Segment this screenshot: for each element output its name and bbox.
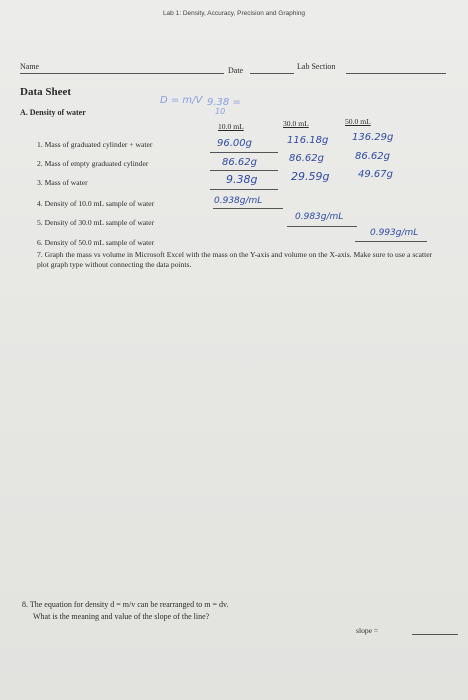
row-1-value-10ml[interactable]: 96.00g	[217, 138, 252, 149]
calc-annotation-bottom: 10	[215, 107, 226, 116]
item-5-label: 5. Density of 30.0 mL sample of water	[37, 218, 155, 227]
row-2-value-30ml[interactable]: 86.62g	[289, 153, 324, 164]
section-a-title: A. Density of water	[20, 108, 86, 117]
calc-annotation-top: 9.38 =	[207, 97, 241, 108]
column-header-10ml: 10.0 mL	[218, 122, 244, 131]
data-sheet-title: Data Sheet	[20, 86, 72, 98]
row-2-line-10ml	[210, 170, 278, 171]
name-label: Name	[20, 62, 40, 71]
slope-label: slope =	[356, 626, 379, 635]
column-header-50ml: 50.0 mL	[345, 117, 371, 126]
row-3-line-10ml	[210, 189, 278, 190]
column-header-30ml: 30.0 mL	[283, 119, 309, 128]
row-3-value-10ml[interactable]: 9.38g	[226, 173, 258, 186]
item-8-line-1: 8. The equation for density d = m/v can be rearranged to m = dv.	[22, 600, 229, 609]
name-line[interactable]	[20, 73, 224, 74]
item-4-label: 4. Density of 10.0 mL sample of water	[37, 199, 155, 208]
date-line[interactable]	[250, 73, 294, 74]
item-7-instructions: 7. Graph the mass vs volume in Microsoft Excel with the mass on the Y-axis and volume on the X-axis. Make sure to use a scatter plot graph type without connecting the data points.	[37, 250, 433, 269]
item-6-label: 6. Density of 50.0 mL sample of water	[37, 238, 155, 247]
item-4-line	[213, 208, 283, 209]
item-6-line	[355, 241, 427, 242]
density-formula-annotation: D = m/V	[160, 95, 203, 106]
lab-section-label: Lab Section	[297, 62, 336, 71]
page-header: Lab 1: Density, Accuracy, Precision and Graphing	[162, 10, 306, 17]
row-1-line-10ml	[210, 152, 278, 153]
item-5-line	[287, 226, 357, 227]
row-2-label: 2. Mass of empty graduated cylinder	[37, 159, 149, 168]
row-2-value-50ml[interactable]: 86.62g	[355, 151, 390, 162]
item-4-answer[interactable]: 0.938g/mL	[214, 196, 263, 206]
item-5-answer[interactable]: 0.983g/mL	[295, 212, 344, 222]
item-8-line-2: What is the meaning and value of the slope of the line?	[33, 612, 210, 621]
lab-section-line[interactable]	[346, 73, 446, 74]
row-3-value-50ml[interactable]: 49.67g	[358, 169, 393, 180]
row-3-label: 3. Mass of water	[37, 178, 88, 187]
row-1-value-50ml[interactable]: 136.29g	[352, 132, 394, 143]
row-1-label: 1. Mass of graduated cylinder + water	[37, 140, 153, 149]
item-6-answer[interactable]: 0.993g/mL	[370, 228, 419, 238]
date-label: Date	[228, 66, 244, 75]
row-3-value-30ml[interactable]: 29.59g	[291, 170, 330, 183]
slope-answer-line[interactable]	[412, 634, 458, 635]
row-1-value-30ml[interactable]: 116.18g	[287, 135, 329, 146]
row-2-value-10ml[interactable]: 86.62g	[222, 157, 257, 168]
